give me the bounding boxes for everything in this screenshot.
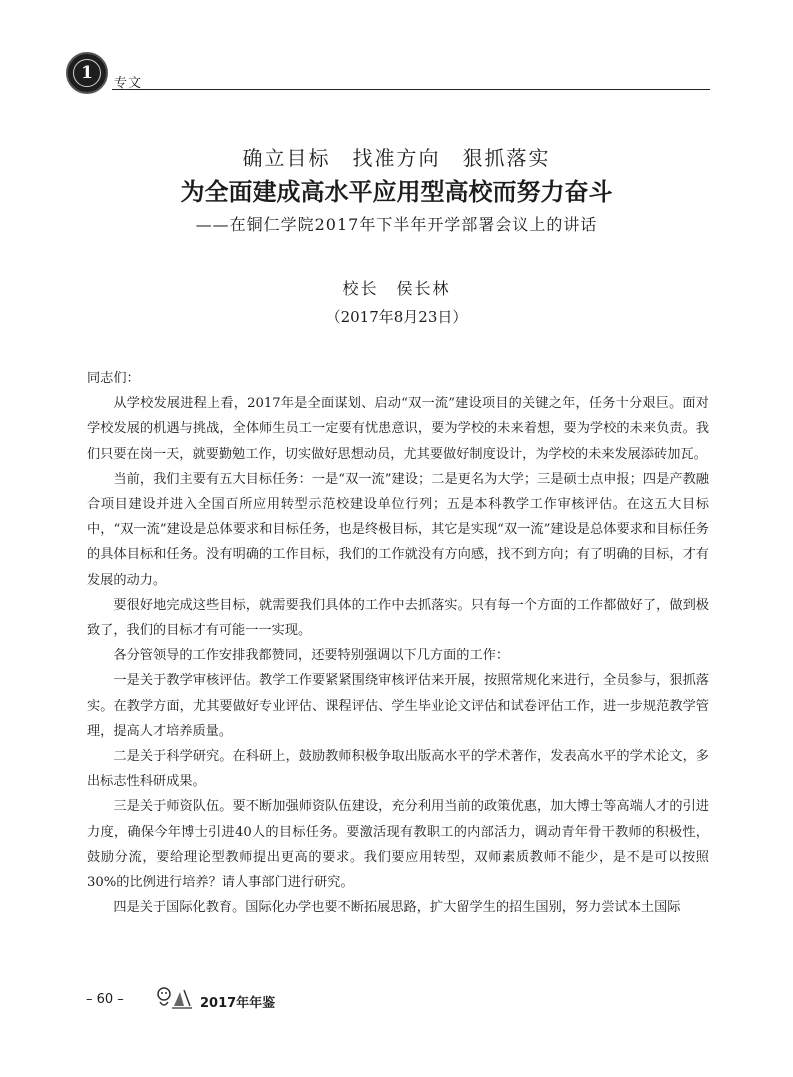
author-line: 校长 侯长林 — [342, 279, 451, 298]
paragraph: 要很好地完成这些目标，就需要我们具体的工作中去抓落实。只有每一个方面的工作都做好了，做到极致了，我们的目标才有可能一一实现。 — [87, 597, 709, 639]
paragraph: 从学校发展进程上看，2017年是全面谋划、启动“双一流”建设项目的关键之年，任务十分艰巨。面对学校发展的机遇与挑战，全体师生员工一定要有忧患意识，要为学校的未来着想，要为学校的未来负责。我们只要在岗一天，就要勤勉工作，切实做好思想动员，尤其要做好制度设计，为学校的未来发展添砖加瓦。 — [87, 396, 709, 462]
header-rule — [112, 89, 710, 90]
yearbook-label: 2017年年鉴 — [200, 996, 276, 1011]
mascot-icon — [154, 984, 194, 1012]
section-label: 专文 — [114, 76, 143, 91]
subtitle: ——在铜仁学院2017年下半年开学部署会议上的讲话 — [195, 215, 598, 234]
paragraph: 当前，我们主要有五大目标任务：一是“双一流”建设；二是更名为大学；三是硕士点申报；四是产教融合项目建设并进入全国百所应用转型示范校建设单位行列；五是本科教学工作审核评估。在这五大目标中，“双一流”建设是总体要求和目标任务，也是终极目标，其它是实现“双一流”建设是总体要求和目标任务的具体目标和任务。没有明确的工作目标，我们的工作就没有方向感，找不到方向；有了明确的目标，才有发展的动力。 — [87, 471, 709, 588]
university-logo — [66, 52, 108, 94]
paragraph: 二是关于科学研究。在科研上，鼓励教师积极争取出版高水平的学术著作，发表高水平的学术论文，多出标志性科研成果。 — [87, 749, 709, 790]
page-number: – 60 – — [86, 992, 124, 1007]
page-footer — [86, 990, 386, 1014]
title-line-1: 确立目标 找准方向 狠抓落实 — [242, 146, 551, 170]
paragraph: 一是关于教学审核评估。教学工作要紧紧围绕审核评估来开展，按照常规化来进行，全员参与，狠抓落实。在教学方面，尤其要做好专业评估、课程评估、学生毕业论文评估和试卷评估工作，进一步规范教学管理，提高人才培养质量。 — [87, 673, 709, 739]
salutation: 同志们： — [87, 371, 140, 386]
paragraph: 各分管领导的工作安排我都赞同，还要特别强调以下几方面的工作： — [113, 648, 510, 664]
speech-date: （2017年8月23日） — [325, 308, 468, 326]
page-header — [60, 52, 710, 92]
logo-glyph: 1 — [81, 63, 93, 83]
paragraph: 四是关于国际化教育。国际化办学也要不断拓展思路，扩大留学生的招生国别，努力尝试本土国际 — [113, 900, 681, 916]
paragraph: 三是关于师资队伍。要不断加强师资队伍建设，充分利用当前的政策优惠，加大博士等高端人才的引进力度，确保今年博士引进40人的目标任务。要激活现有教职工的内部活力，调动青年骨干教师的积极性，鼓励分流，要给理论型教师提出更高的要求。我们要应用转型，双师素质教师不能少，是不是可以按照30%的比例进行培养？请人事部门进行研究。 — [87, 799, 709, 891]
title-line-2: 为全面建成高水平应用型高校而努力奋斗 — [180, 177, 613, 206]
article-body — [87, 366, 709, 920]
